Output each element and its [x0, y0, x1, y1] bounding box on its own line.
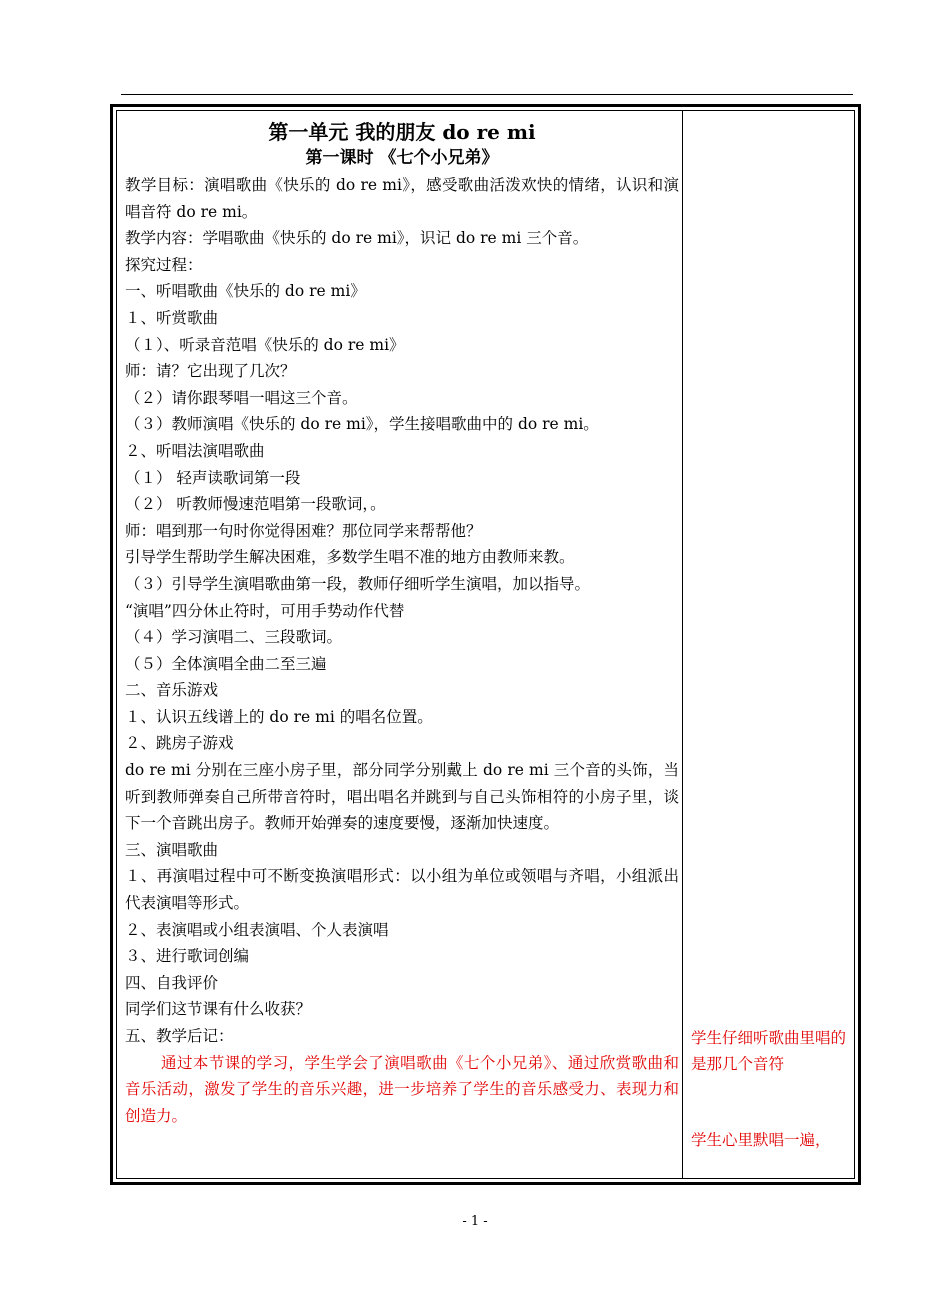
step-heading: １、认识五线谱上的 do re mi 的唱名位置。	[125, 707, 433, 726]
teaching-content: 教学内容：学唱歌曲《快乐的 do re mi》，识记 do re mi 三个音。	[125, 229, 589, 248]
page-number: - 1 -	[462, 1214, 488, 1229]
section-heading: 五、教学后记：	[125, 1027, 234, 1045]
section-heading: 三、演唱歌曲	[125, 840, 219, 859]
teacher-line: 师：请？它出现了几次？	[125, 362, 296, 381]
lesson-subtitle: 第一课时 《七个小兄弟》	[305, 148, 499, 168]
side-note: 学生心里默唱一遍，	[691, 1131, 831, 1149]
process-heading: 探究过程：	[125, 255, 203, 274]
step-heading: １、听赏歌曲	[125, 308, 219, 327]
side-spacer	[691, 1077, 861, 1127]
section-heading: 一、听唱歌曲《快乐的 do re mi》	[125, 282, 366, 301]
teacher-line: 师：唱到那一句时你觉得困难？那位同学来帮帮他？	[125, 521, 482, 540]
side-note: 学生仔细听歌曲里唱的是那几个音符	[691, 1029, 847, 1073]
teaching-goal: 教学目标：演唱歌曲《快乐的 do re mi》，感受歌曲活泼欢快的情绪，认识和演唱音符 do re mi。	[125, 176, 679, 221]
step-item: （２）请你跟琴唱一唱这三个音。	[125, 388, 358, 407]
step-heading: ２、跳房子游戏	[125, 734, 234, 753]
step-heading: １、再演唱过程中可不断变换演唱形式：以小组为单位或领唱与齐唱，小组派出代表演唱等形式。	[125, 867, 679, 913]
note-line: “演唱”四分休止符时，可用手势动作代替	[125, 601, 405, 620]
game-description: do re mi 分别在三座小房子里，部分同学分别戴上 do re mi 三个音的头饰，当听到教师弹奏自己所带音符时，唱出唱名并跳到与自己头饰相符的小房子里，谈下一个音跳出房子。教师开始弹奏的速度要慢，逐渐加快速度。	[125, 761, 679, 833]
step-item: （１） 轻声读歌词第一段	[125, 468, 301, 487]
step-heading: ２、听唱法演唱歌曲	[125, 441, 265, 460]
step-heading: ３、进行歌词创编	[125, 947, 250, 966]
teaching-reflection: 通过本节课的学习，学生学会了演唱歌曲《七个小兄弟》、通过欣赏歌曲和音乐活动，激发了学生的音乐兴趣，进一步培养了学生的音乐感受力、表现力和创造力。	[125, 1053, 679, 1125]
step-item: （２） 听教师慢速范唱第一段歌词，。	[125, 495, 386, 514]
lesson-content-cell	[125, 119, 679, 1129]
step-item: （３）教师演唱《快乐的 do re mi》，学生接唱歌曲中的 do re mi。	[125, 415, 599, 434]
lesson-table-inner	[116, 110, 855, 1179]
step-item: （１）、听录音范唱《快乐的 do re mi》	[125, 335, 405, 354]
step-heading: ２、表演唱或小组表演唱、个人表演唱	[125, 920, 389, 939]
section-heading: 四、自我评价	[125, 973, 219, 992]
guide-line: 引导学生帮助学生解决困难，多数学生唱不准的地方由教师来教。	[125, 548, 575, 567]
column-divider	[682, 111, 683, 1178]
lesson-table	[110, 104, 861, 1185]
side-notes-cell	[691, 1025, 861, 1153]
step-item: （５）全体演唱全曲二至三遍	[125, 654, 327, 673]
section-heading: 二、音乐游戏	[125, 681, 219, 700]
question-line: 同学们这节课有什么收获？	[125, 1000, 312, 1019]
step-item: （３）引导学生演唱歌曲第一段，教师仔细听学生演唱，加以指导。	[125, 574, 591, 593]
header-rule	[121, 94, 853, 95]
step-item: （４）学习演唱二、三段歌词。	[125, 628, 343, 647]
unit-title: 第一单元 我的朋友 do re mi	[268, 120, 536, 144]
